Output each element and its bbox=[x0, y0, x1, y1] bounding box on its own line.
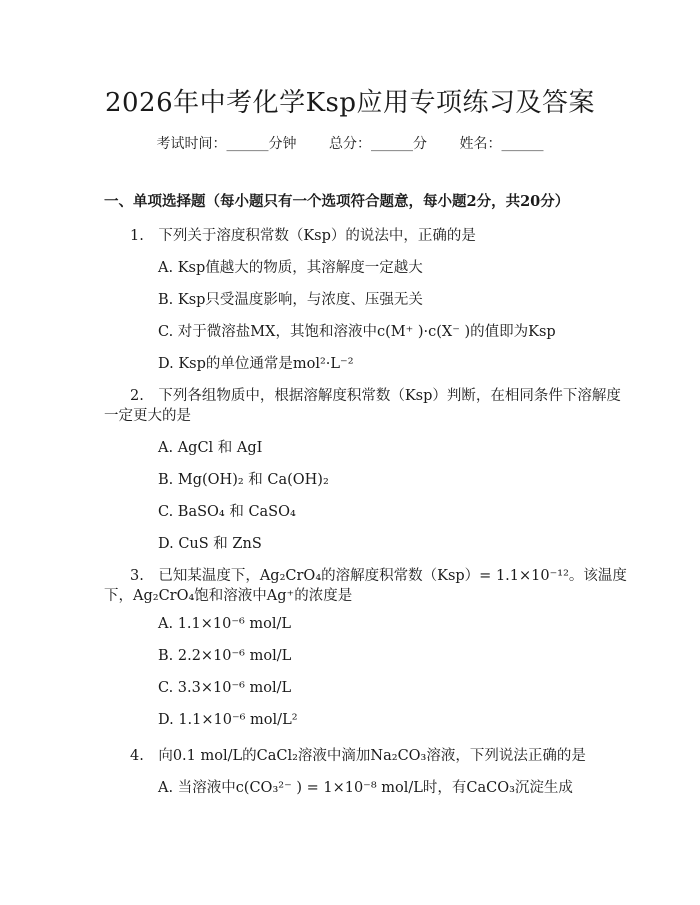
question-3-stem-line2: 下，Ag₂CrO₄饱和溶液中Ag⁺的浓度是 bbox=[104, 588, 353, 604]
question-2-option-d: D. CuS 和 ZnS bbox=[158, 536, 262, 552]
question-3-option-a: A. 1.1×10⁻⁶ mol/L bbox=[158, 616, 292, 632]
question-2-option-a: A. AgCl 和 AgI bbox=[158, 440, 263, 456]
question-4-stem: 4. 向0.1 mol/L的CaCl₂溶液中滴加Na₂CO₃溶液，下列说法正确的是 bbox=[130, 748, 586, 764]
question-1-option-b: B. Ksp只受温度影响，与浓度、压强无关 bbox=[158, 292, 423, 308]
document-title: 2026年中考化学Ksp应用专项练习及答案 bbox=[104, 88, 596, 118]
section-heading: 一、单项选择题（每小题只有一个选项符合题意，每小题2分，共20分） bbox=[104, 193, 570, 210]
question-2-stem-line2: 一定更大的是 bbox=[104, 408, 191, 424]
question-1-option-c: C. 对于微溶盐MX，其饱和溶液中c(M⁺ )·c(X⁻ )的值即为Ksp bbox=[158, 324, 556, 340]
question-2-option-c: C. BaSO₄ 和 CaSO₄ bbox=[158, 504, 296, 520]
question-3-option-d: D. 1.1×10⁻⁶ mol/L² bbox=[158, 712, 298, 728]
question-4-option-a: A. 当溶液中c(CO₃²⁻ ) = 1×10⁻⁸ mol/L时，有CaCO₃沉淀生成 bbox=[158, 780, 573, 796]
question-1-option-d: D. Ksp的单位通常是mol²·L⁻² bbox=[158, 356, 354, 372]
exam-meta bbox=[0, 133, 700, 153]
exam-time: 考试时间：______分钟 bbox=[156, 136, 297, 152]
question-2-stem-line1: 2. 下列各组物质中，根据溶解度积常数（Ksp）判断，在相同条件下溶解度 bbox=[130, 388, 621, 404]
question-1-option-a: A. Ksp值越大的物质，其溶解度一定越大 bbox=[158, 260, 423, 276]
exam-name: 姓名：______ bbox=[459, 136, 544, 152]
exam-score: 总分：______分 bbox=[329, 136, 427, 152]
question-3-option-b: B. 2.2×10⁻⁶ mol/L bbox=[158, 648, 292, 664]
question-3-stem-line1: 3. 已知某温度下，Ag₂CrO₄的溶解度积常数（Ksp）= 1.1×10⁻¹²。该温度 bbox=[130, 568, 627, 584]
question-2-option-b: B. Mg(OH)₂ 和 Ca(OH)₂ bbox=[158, 472, 329, 488]
question-3-option-c: C. 3.3×10⁻⁶ mol/L bbox=[158, 680, 292, 696]
question-1-stem: 1. 下列关于溶度积常数（Ksp）的说法中，正确的是 bbox=[130, 228, 476, 244]
